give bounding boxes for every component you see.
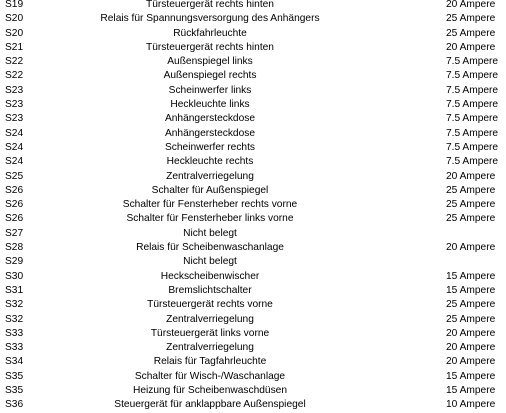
fuse-description-cell: Anhängersteckdose	[164, 127, 256, 139]
fuse-ampere-cell: 7.5 Ampere	[446, 84, 499, 96]
fuse-ampere-cell: 20 Ampere	[446, 327, 496, 339]
fuse-number-cell: S26	[5, 184, 24, 196]
fuse-ampere-cell: 15 Ampere	[446, 284, 496, 296]
fuse-number-cell: S26	[5, 213, 24, 225]
fuse-description-cell: Schalter für Fensterheber rechts vorne	[122, 199, 298, 211]
fuse-description-cell: Relais für Spannungsversorgung des Anhängers	[100, 13, 320, 25]
table-row	[0, 355, 506, 369]
table-row	[0, 170, 506, 184]
fuse-ampere-cell: 20 Ampere	[446, 41, 496, 53]
fuse-number-cell: S20	[5, 13, 24, 25]
fuse-ampere-cell: 15 Ampere	[446, 385, 496, 397]
fuse-ampere-cell: 7.5 Ampere	[446, 70, 499, 82]
fuse-description-cell: Heizung für Scheibenwaschdüsen	[132, 385, 288, 397]
fuse-number-cell: S25	[5, 170, 24, 182]
fuse-ampere-cell: 10 Ampere	[446, 399, 496, 411]
table-row	[0, 112, 506, 126]
fuse-number-cell: S20	[5, 27, 24, 39]
table-row	[0, 370, 506, 384]
table-row	[0, 127, 506, 141]
table-row	[0, 327, 506, 341]
table-row	[0, 241, 506, 255]
fuse-number-cell: S23	[5, 84, 24, 96]
fuse-number-cell: S23	[5, 99, 24, 111]
fuse-number-cell: S30	[5, 270, 24, 282]
fuse-description-cell: Türsteuergerät rechts hinten	[146, 0, 274, 10]
fuse-number-cell: S32	[5, 299, 24, 311]
fuse-description-cell: Heckleuchte links	[170, 99, 250, 111]
fuse-description-cell: Bremslichtschalter	[168, 284, 252, 296]
fuse-ampere-cell: 25 Ampere	[446, 299, 496, 311]
table-row	[0, 398, 506, 412]
fuse-number-cell: S22	[5, 70, 24, 82]
fuse-number-cell: S26	[5, 199, 24, 211]
fuse-description-cell: Anhängersteckdose	[164, 113, 256, 125]
fuse-number-cell: S22	[5, 56, 24, 68]
table-row	[0, 298, 506, 312]
fuse-number-cell: S24	[5, 127, 24, 139]
fuse-ampere-cell: 7.5 Ampere	[446, 99, 499, 111]
fuse-ampere-cell: 20 Ampere	[446, 342, 496, 354]
table-row	[0, 184, 506, 198]
fuse-ampere-cell: 7.5 Ampere	[446, 156, 499, 168]
table-row	[0, 0, 506, 12]
fuse-ampere-cell: 20 Ampere	[446, 242, 496, 254]
fuse-number-cell: S33	[5, 327, 24, 339]
fuse-description-cell: Rückfahrleuchte	[173, 27, 247, 39]
table-row	[0, 55, 506, 69]
fuse-ampere-cell: 7.5 Ampere	[446, 113, 499, 125]
fuse-description-cell: Relais für Tagfahrleuchte	[153, 356, 267, 368]
fuse-description-cell: Scheinwerfer links	[168, 84, 252, 96]
fuse-description-cell: Türsteuergerät rechts hinten	[146, 41, 274, 53]
fuse-number-cell: S31	[5, 284, 24, 296]
fuse-ampere-cell: 20 Ampere	[446, 170, 496, 182]
fuse-description-cell: Außenspiegel links	[167, 56, 253, 68]
fuse-description-cell: Steuergerät für anklappbare Außenspiegel	[114, 399, 306, 411]
table-row	[0, 69, 506, 83]
table-row	[0, 384, 506, 398]
fuse-number-cell: S21	[5, 41, 24, 53]
table-row	[0, 84, 506, 98]
table-row	[0, 212, 506, 226]
table-row	[0, 155, 506, 169]
table-row	[0, 341, 506, 355]
fuse-description-cell: Schalter für Fensterheber links vorne	[126, 213, 294, 225]
fuse-number-cell: S34	[5, 356, 24, 368]
fuse-number-cell: S36	[5, 399, 24, 411]
table-row	[0, 27, 506, 41]
fuse-number-cell: S23	[5, 113, 24, 125]
fuse-description-cell: Relais für Scheibenwaschanlage	[136, 242, 284, 254]
fuse-ampere-cell: 25 Ampere	[446, 213, 496, 225]
fuse-description-cell: Nicht belegt	[183, 227, 237, 239]
fuse-number-cell: S27	[5, 227, 24, 239]
fuse-description-cell: Heckleuchte rechts	[166, 156, 254, 168]
fuse-description-cell: Türsteuergerät links vorne	[150, 327, 270, 339]
fuse-number-cell: S24	[5, 141, 24, 153]
fuse-ampere-cell: 25 Ampere	[446, 199, 496, 211]
fuse-ampere-cell: 15 Ampere	[446, 270, 496, 282]
fuse-number-cell: S24	[5, 156, 24, 168]
fuse-ampere-cell: 25 Ampere	[446, 13, 496, 25]
fuse-description-cell: Schalter für Wisch-/Waschanlage	[134, 370, 286, 382]
fuse-number-cell: S19	[5, 0, 24, 10]
fuse-description-cell: Schalter für Außenspiegel	[151, 184, 269, 196]
fuse-ampere-cell: 15 Ampere	[446, 370, 496, 382]
fuse-ampere-cell: 25 Ampere	[446, 27, 496, 39]
table-row	[0, 270, 506, 284]
fuse-description-cell: Zentralverriegelung	[166, 342, 254, 354]
table-row	[0, 255, 506, 269]
fuse-ampere-cell: 25 Ampere	[446, 184, 496, 196]
fuse-ampere-cell: 7.5 Ampere	[446, 127, 499, 139]
table-row	[0, 227, 506, 241]
fuse-number-cell: S32	[5, 313, 24, 325]
fuse-description-cell: Zentralverriegelung	[166, 313, 254, 325]
table-row	[0, 284, 506, 298]
table-row	[0, 141, 506, 155]
fuse-number-cell: S33	[5, 342, 24, 354]
fuse-description-cell: Heckscheibenwischer	[160, 270, 260, 282]
table-row	[0, 198, 506, 212]
table-row	[0, 12, 506, 26]
fuse-ampere-cell: 20 Ampere	[446, 0, 496, 10]
fuse-description-cell: Außenspiegel rechts	[163, 70, 257, 82]
table-row	[0, 41, 506, 55]
fuse-number-cell: S35	[5, 385, 24, 397]
fuse-number-cell: S28	[5, 242, 24, 254]
fuse-ampere-cell: 25 Ampere	[446, 313, 496, 325]
fuse-description-cell: Türsteuergerät rechts vorne	[147, 299, 273, 311]
table-row	[0, 313, 506, 327]
fuse-description-cell: Scheinwerfer rechts	[164, 141, 256, 153]
table-row	[0, 98, 506, 112]
fuse-description-cell: Nicht belegt	[183, 256, 237, 268]
fuse-ampere-cell: 7.5 Ampere	[446, 56, 499, 68]
fuse-ampere-cell: 7.5 Ampere	[446, 141, 499, 153]
fuse-number-cell: S29	[5, 256, 24, 268]
fuse-description-cell: Zentralverriegelung	[166, 170, 254, 182]
fuse-number-cell: S35	[5, 370, 24, 382]
fuse-ampere-cell: 20 Ampere	[446, 356, 496, 368]
